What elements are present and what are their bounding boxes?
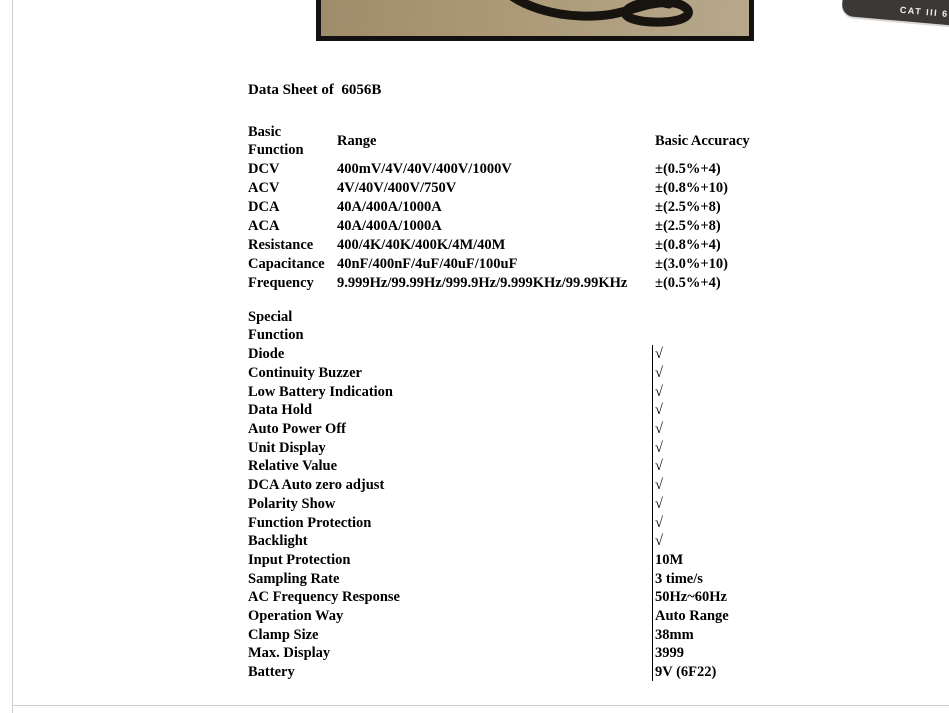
feature-label-cell: Polarity Show [248, 495, 336, 512]
special-table-row [248, 569, 825, 588]
feature-value-cell: √ [653, 476, 826, 495]
feature-label-cell: AC Frequency Response [248, 589, 400, 606]
special-table-row [248, 663, 825, 682]
feature-value-cell: 9V (6F22) [653, 663, 826, 682]
special-function-header [248, 307, 653, 345]
feature-value-cell: Auto Range [653, 607, 826, 626]
special-table-row [248, 457, 825, 476]
col-header-range: Range [337, 132, 377, 149]
feature-value-cell: √ [653, 495, 826, 514]
feature-value-cell: 50Hz~60Hz [653, 588, 826, 607]
special-table-row [248, 345, 825, 364]
left-border-line [12, 0, 13, 713]
special-table-row [248, 420, 825, 439]
feature-label-cell: Clamp Size [248, 626, 319, 643]
feature-value-cell: √ [653, 532, 826, 551]
feature-value-cell: √ [653, 420, 826, 439]
special-table-row [248, 513, 825, 532]
col-header-basic-function [248, 122, 337, 159]
feature-label-cell: Relative Value [248, 458, 338, 475]
page-title: Data Sheet of 6056B [248, 82, 382, 98]
feature-value-cell: √ [653, 345, 826, 364]
feature-value-cell: √ [653, 457, 826, 476]
feature-value-cell: √ [653, 513, 826, 532]
special-table-row [248, 607, 825, 626]
function-cell: ACA [248, 217, 280, 234]
col-header-basic-function-line1: Basic [248, 123, 282, 140]
special-table-row [248, 588, 825, 607]
special-table-row [248, 495, 825, 514]
col-header-accuracy: Basic Accuracy [655, 132, 750, 149]
basic-table-row [248, 254, 895, 273]
cat-rating-label: CAT III 6 [899, 4, 949, 20]
range-cell: 400mV/4V/40V/400V/1000V [337, 160, 512, 177]
basic-table-row [248, 273, 895, 292]
feature-label-cell: Operation Way [248, 607, 344, 624]
special-function-header-line1: Special [248, 308, 293, 325]
basic-table-row [248, 178, 895, 197]
feature-value-cell: √ [653, 401, 826, 420]
feature-label-cell: Backlight [248, 533, 308, 550]
feature-value-cell: 3999 [653, 644, 826, 663]
feature-value-cell: 10M [653, 551, 826, 570]
special-table-row [248, 401, 825, 420]
accuracy-cell: ±(2.5%+8) [655, 217, 721, 234]
special-table-row [248, 551, 825, 570]
special-table-row [248, 364, 825, 383]
special-table-row [248, 382, 825, 401]
special-table-row [248, 476, 825, 495]
special-table-header-row [248, 307, 825, 345]
bottom-border-line [12, 705, 949, 706]
feature-label-cell: Battery [248, 664, 295, 681]
cable-photo-graphic [321, 0, 749, 36]
function-cell: Resistance [248, 236, 314, 253]
range-cell: 40A/400A/1000A [337, 217, 442, 234]
feature-value-cell: √ [653, 382, 826, 401]
feature-value-cell: 38mm [653, 625, 826, 644]
col-header-basic-function-line2: Function [248, 141, 304, 158]
range-cell: 400/4K/40K/400K/4M/40M [337, 236, 506, 253]
feature-label-cell: Data Hold [248, 402, 313, 419]
range-cell: 4V/40V/400V/750V [337, 179, 457, 196]
basic-table-row [248, 216, 895, 235]
accuracy-cell: ±(0.5%+4) [655, 274, 721, 291]
special-table-row [248, 438, 825, 457]
function-cell: Frequency [248, 274, 314, 291]
special-function-header-line2: Function [248, 327, 304, 343]
special-table-row [248, 644, 825, 663]
feature-label-cell: Auto Power Off [248, 421, 346, 438]
special-function-table [248, 307, 825, 681]
feature-label-cell: Unit Display [248, 439, 326, 456]
accuracy-cell: ±(0.8%+10) [655, 179, 729, 196]
feature-label-cell: Continuity Buzzer [248, 365, 362, 382]
range-cell: 40A/400A/1000A [337, 198, 442, 215]
feature-label-cell: Function Protection [248, 514, 372, 531]
range-cell: 9.999Hz/99.99Hz/999.9Hz/9.999KHz/99.99KHz [337, 274, 628, 291]
basic-table-row [248, 159, 895, 178]
feature-label-cell: DCA Auto zero adjust [248, 477, 385, 494]
special-function-header-spacer [653, 307, 826, 345]
accuracy-cell: ±(3.0%+10) [655, 255, 729, 272]
function-cell: Capacitance [248, 255, 325, 272]
feature-label-cell: Max. Display [248, 645, 331, 662]
feature-label-cell: Low Battery Indication [248, 383, 393, 400]
accuracy-cell: ±(2.5%+8) [655, 198, 721, 215]
function-cell: ACV [248, 179, 280, 196]
feature-value-cell: 3 time/s [653, 569, 826, 588]
feature-label-cell: Diode [248, 346, 285, 363]
basic-table-row [248, 197, 895, 216]
accuracy-cell: ±(0.8%+4) [655, 236, 721, 253]
basic-table-row [248, 235, 895, 254]
meter-photo-corner [841, 0, 949, 32]
function-cell: DCV [248, 160, 280, 177]
product-photo-partial [316, 0, 754, 41]
range-cell: 40nF/400nF/4uF/40uF/100uF [337, 255, 518, 272]
accuracy-cell: ±(0.5%+4) [655, 160, 721, 177]
feature-value-cell: √ [653, 364, 826, 383]
special-table-row [248, 532, 825, 551]
special-table-row [248, 625, 825, 644]
feature-label-cell: Sampling Rate [248, 570, 340, 587]
function-cell: DCA [248, 198, 280, 215]
basic-function-table [248, 122, 895, 292]
feature-label-cell: Input Protection [248, 551, 351, 568]
basic-table-header-row [248, 122, 895, 159]
feature-value-cell: √ [653, 438, 826, 457]
